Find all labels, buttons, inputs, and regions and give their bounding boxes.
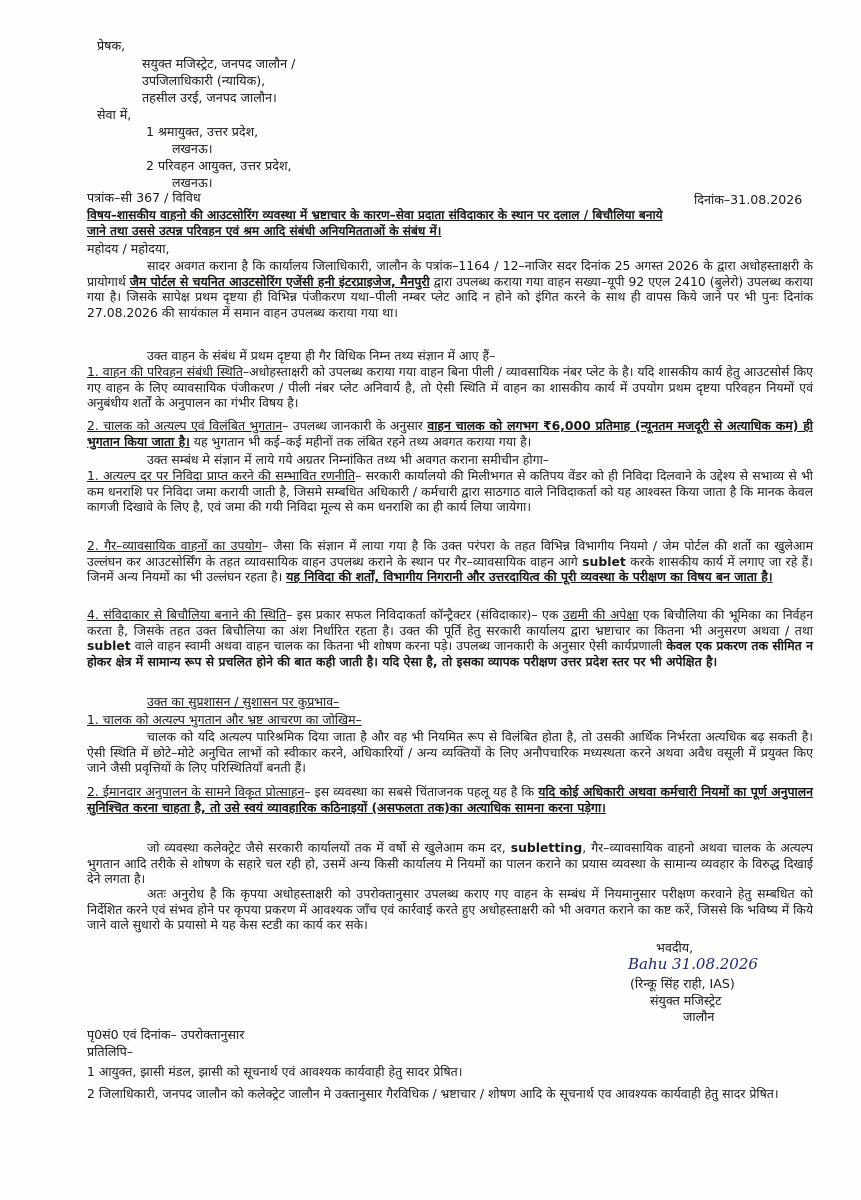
recipient-2-city: लखनऊ। — [172, 175, 213, 190]
sender-line3: तहसील उरई, जनपद जालौन। — [142, 90, 277, 105]
paragraph-reference: सादर अवगत कराना है कि कार्यालय जिलाधिकारी, जालौन के पत्रांक–1164 / 12–नाजिर सदर दिनांक 25 अगस्त 2026 के द्वारा अधोहस्ताक्षरी के प्रायोगार्थ जैम पोर्टल से चयनित आउटसोरिंग एजेंसी हनी इंटरप्राइजेज, मैनपुरी द्वारा उपलब्ध कराया गया वाहन सख्या–यूपी 92 एएल 2410 (बुलेरो) उपलब्ध कराया गया है। जिसके सापेक्ष प्रथम दृष्टया ही विभिन्न पंजीकरण यथा–पीली नम्बर प्लेट आदि न होने को इंगित करने के साथ ही वापस किये जाने पर भी पुनः दिनांक 27.08.2026 की सायंकाल में समान वाहन उपलब्ध कराया गया था। — [87, 258, 813, 320]
subject-line-2: जाने तथा उससे उत्पन्न परिवहन एवं श्रम आदि संबंधी अनियमितताओं के संबंध में। — [87, 224, 442, 238]
recipient-1: 1 श्रमायुक्त, उत्तर प्रदेश, — [146, 124, 259, 139]
salutation: महोदय / महोदया, — [87, 241, 170, 256]
paragraph-systemic: जो व्यवस्था कलेक्ट्रेट जैसे सरकारी कार्यालयों तक में वर्षो से खुलेआम कम दर, subletting, गैर–व्यावसायिक वाहनो अथवा चालक के अत्यल्प भुगतान आदि तरीके से शोषण के सहारे चल रही हो, उसमें अन्य किसी कार्यालय मे नियमों का पालन कराने का प्रयास व्यवस्था के सामान्य व्यवहार के विरुद्ध दिखाई देने लगता है। — [87, 840, 813, 887]
point-tender-strategy: 1. अत्यल्प दर पर निविदा प्राप्त करने की सम्भावित रणनीति– सरकारी कार्यालयो की मिलीभगत से कतिपय वेंडर को ही निविदा दिलवाने के उद्देश्य से सभाव्य से भी कम धनराशि पर निविदा जमा करायी जाती है, जिसमे सम्बधित अधिकारी / कर्मचारी द्वारा साठगाठ वाले निविदाकर्ता को यह आश्वस्त किया जाता है कि मानक केवल कागजी दिखावे के लिए है, एवं जमा की गयी निविदा मूल्य से कम धनराशि का ही कार्य लिया जायेगा। — [87, 468, 813, 515]
intro-governance-impact: उक्त का सुप्रशासन / सुशासन पर कुप्रभाव– — [147, 694, 340, 709]
recipient-2: 2 परिवहन आयुक्त, उत्तर प्रदेश, — [146, 158, 292, 173]
copy-reference: पृ0सं0 एवं दिनांक– उपरोक्तानुसार — [87, 1027, 245, 1042]
copy-item-1: 1 आयुक्त, झासी मंडल, झासी को सूचनार्थ एवं आवश्यक कार्यवाही हेतु सादर प्रेषित। — [87, 1064, 463, 1079]
point-heading: 1. चालक को अत्यल्प भुगतान और भ्रष्ट आचरण का जोखिम– — [87, 712, 362, 727]
point-heading: 2. ईमानदार अनुपालन के सामने विकृत प्रोत्साहन — [87, 784, 305, 799]
sender-line1: सयुक्त मजिस्ट्रेट, जनपद जालौन / — [142, 56, 296, 71]
point-driver-payment: 2. चालक को अत्यल्प एवं विलंबित भुगतान– उपलब्ध जानकारी के अनुसार वाहन चालक को लगभग ₹6,000 प्रतिमाह (न्यूनतम मजदूरी से अत्याधिक कम) ही भुगतान किया जाता है। यह भुगतान भी कई–कई महीनों तक लंबित रहने तथ्य अवगत कराया गया है। — [87, 418, 813, 449]
point-heading: 1. अत्यल्प दर पर निविदा प्राप्त करने की सम्भावित रणनीति — [87, 468, 356, 483]
subject-line-1: विषय–शासकीय वाहनो की आउटसोरिंग व्यवस्था में भ्रष्टाचार के कारण–सेवा प्रदाता संविदाकार के स्थान पर दलाल / बिचौलिया बनाये — [87, 208, 663, 222]
letter-date: दिनांक–31.08.2026 — [694, 192, 803, 207]
point-heading: 2. चालक को अत्यल्प एवं विलंबित भुगतान — [87, 418, 283, 433]
point-driver-risk-text: चालक को यदि अत्यल्प पारिश्रमिक दिया जाता है और वह भी नियमित रूप से विलंबित होता है, तो उसकी आर्थिक निर्भरता अत्यधिक बढ़ सकती है। ऐसी स्थिति में छोटे–मोटे अनुचित लाभों को स्वीकार करने, अधिकारियों / अन्य व्यक्तियों के लिए अनौपचारिक मध्यस्थता करने अथवा अवैध वसूली में प्रयुक्त किए जाने जैसी प्रवृत्तियों के लिए परिस्थितियाँ बनती हैं। — [87, 729, 813, 776]
sender-label: प्रेषक, — [97, 38, 126, 53]
signatory-place: जालौन — [683, 1009, 715, 1024]
point-middleman: 4. संविदाकार से बिचौलिया बनाने की स्थिति– इस प्रकार सफल निविदाकर्ता कॉन्ट्रैक्टर (संविदाकार)– एक उद्यमी की अपेक्षा एक बिचौलिया की भूमिका का निर्वहन करता है, जिसके तहत उक्त बिचौलिया का अंश निर्धारित रहता है। उक्त की पूर्ति हेतु सरकारी कार्यालय द्वारा भ्रष्टाचार का कितना भी अनुसरण अथवा / तथा sublet वाले वाहन स्वामी अथवा वाहन चालक का कितना भी शोषण करना पड़े। उपलब्ध जानकारी के अनुसार ऐसी कार्यप्रणाली केवल एक प्रकरण तक सीमित न होकर क्षेत्र में सामान्य रूप से प्रचलित होने की बात कही जाती है। यदि ऐसा है, तो इसका व्यापक परीक्षण उत्तर प्रदेश स्तर पर भी अपेक्षित है। — [87, 607, 814, 669]
paragraph-request: अतः अनुरोध है कि कृपया अधोहस्ताक्षरी को उपरोक्तानुसार उपलब्ध कराए गए वाहन के सम्बंध में नियमानुसार परीक्षण करवाने हेतु सम्बधित को निर्देशित करने एवं संभव होने पर कृपया प्रकरण में आवश्यक जाँच एवं कार्रवाई करते हुए अधोहस्ताक्षरी को भी अवगत कराने का कष्ट करें, जिससे कि भविष्य में किये जाने वाले सुधारो के प्रयासो मे यह केस स्टडी का कार्य कर सके। — [87, 886, 813, 933]
point-non-commercial-vehicles: 2. गैर–व्यावसायिक वाहनों का उपयोग– जैसा कि संज्ञान में लाया गया है कि उक्त परंपरा के तहत विभिन्न विभागीय नियमो / जेम पोर्टल की शर्तो का खुलेआम उल्लंघन कर आउटसोर्सिंग के तहत व्यावसायिक वाहन उपलब्ध कराने के स्थान पर गैर–व्यावसायिक वाहन आगे sublet करके शासकीय कार्य में लगाए जा रहे हैं। जिनमें अन्य नियमों का भी उल्लंघन रहता है। यह निविदा की शर्तों, विभागीय निगरानी और उत्तरदायित्व की पूरी व्यवस्था के परीक्षण का विषय बन जाता है। — [87, 538, 813, 585]
agency-name: जैम पोर्टल से चयनित आउटसोरिंग एजेंसी हनी इंटरप्राइजेज, मैनपुरी — [129, 273, 430, 289]
copy-item-2: 2 जिलाधिकारी, जनपद जालौन को कलेक्ट्रेट जालौन मे उक्तानुसार गैरविधिक / भ्रष्टाचार / शोषण आदि के सूचनार्थ एव आवश्यक कार्यवाही हेतु सादर प्रेषित। — [87, 1086, 779, 1101]
point-driver-risk — [87, 712, 813, 728]
signatory-name: (रिन्कू सिंह राही, IAS) — [630, 976, 735, 991]
recipient-1-city: लखनऊ। — [172, 141, 213, 156]
copy-label: प्रतिलिपि– — [87, 1044, 134, 1059]
closing: भवदीय, — [656, 940, 694, 955]
handwritten-signature: Bahu 31.08.2026 — [628, 955, 758, 973]
point-heading: 4. संविदाकार से बिचौलिया बनाने की स्थिति — [87, 607, 287, 622]
point-heading: 1. वाहन की परिवहन संबंधी स्थिति — [87, 364, 243, 379]
sender-line2: उपजिलाधिकारी (न्यायिक), — [142, 73, 266, 88]
intro-facts: उक्त वाहन के संबंध में प्रथम दृष्टया ही गैर विधिक निम्न तथ्य संज्ञान में आए हैं– — [147, 348, 496, 363]
recipients-label: सेवा में, — [97, 107, 132, 122]
letter-reference: पत्रांक–सी 367 / विविध — [87, 190, 201, 205]
intro-further-facts: उक्त सम्बंध मे संज्ञान में लाये गये अग्रतर निम्नांकित तथ्य भी अवगत कराना समीचीन होगा– — [147, 452, 549, 467]
point-heading: 2. गैर–व्यावसायिक वाहनों का उपयोग — [87, 538, 262, 553]
point-vehicle-status: 1. वाहन की परिवहन संबंधी स्थिति–अधोहस्ताक्षरी को उपलब्ध कराया गया वाहन बिना पीली / व्यावसायिक नंबर प्लेट के है। यदि शासकीय कार्य हेतु आउटसोर्स किए गए वाहन के लिए व्यावसायिक पंजीकरण / पीली नंबर प्लेट अनिवार्य है, तो ऐसी स्थिति में वाहन का शासकीय कार्य में उपयोग प्रथम दृष्टया परिवहन नियमों एवं अनुबंधीय शर्तों के अनुपालन का गंभीर विषय है। — [87, 364, 813, 411]
point-perverse-incentive: 2. ईमानदार अनुपालन के सामने विकृत प्रोत्साहन– इस व्यवस्था का सबसे चिंताजनक पहलू यह है कि यदि कोई अधिकारी अथवा कर्मचारी नियमों का पूर्ण अनुपालन सुनिश्चित करना चाहता है, तो उसे स्वयं व्यावहारिक कठिनाइयों (असफलता तक)का अत्याधिक सामना करना पड़ेगा। — [87, 784, 814, 815]
signatory-designation: संयुक्त मजिस्ट्रेट — [650, 993, 722, 1008]
